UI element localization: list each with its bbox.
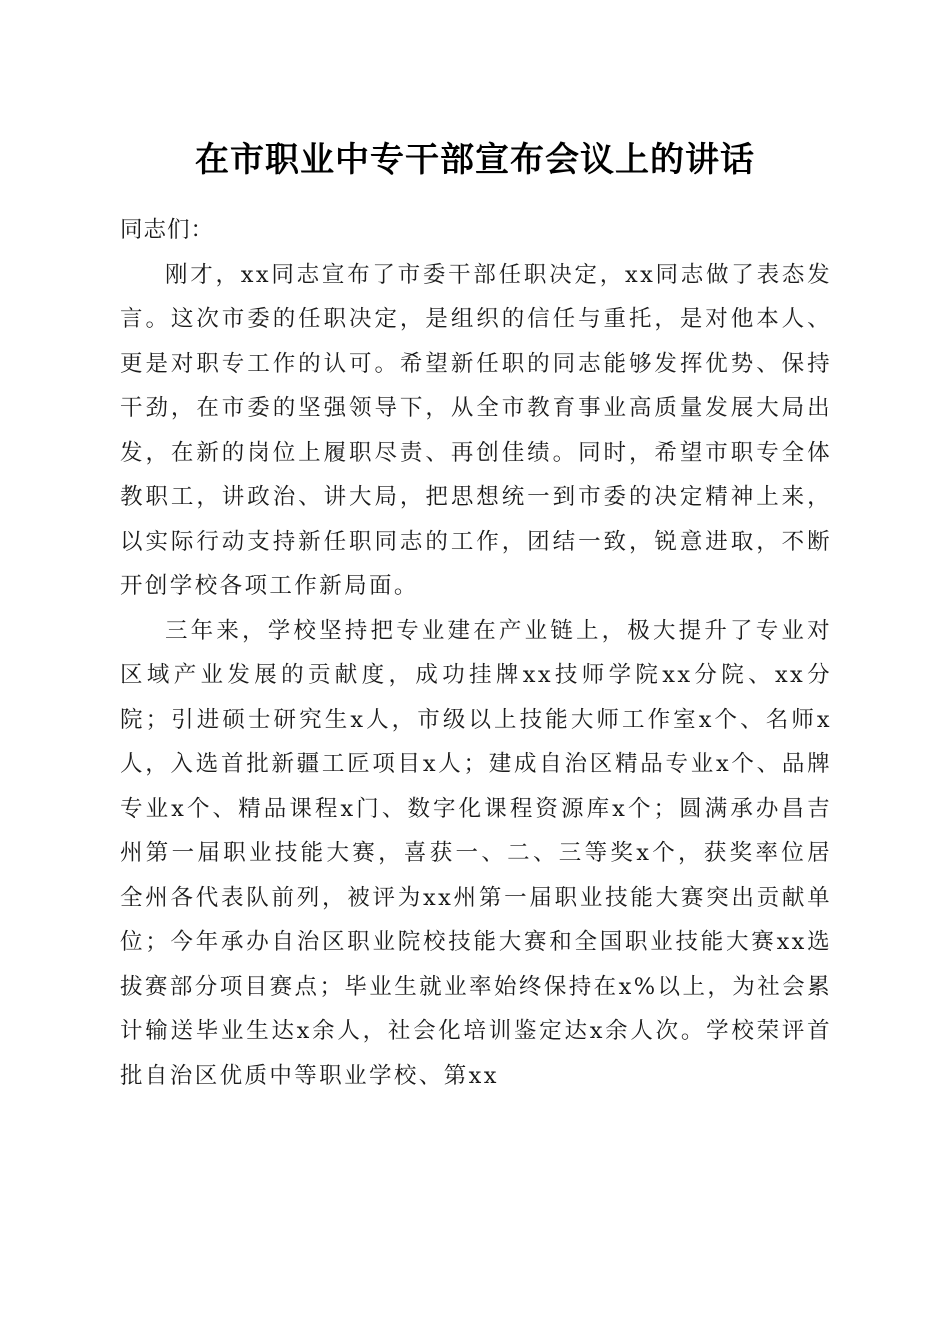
document-title: 在市职业中专干部宣布会议上的讲话 xyxy=(195,140,755,180)
paragraph-2: 三年来，学校坚持把专业建在产业链上，极大提升了专业对区域产业发展的贡献度，成功挂牌xx技师学院xx分院、xx分院；引进硕士研究生x人，市级以上技能大师工作室x个、名师x人，入选首批新疆工匠项目x人；建成自治区精品专业x个、品牌专业x个、精品课程x门、数字化课程资源库x个；圆满承办昌吉州第一届职业技能大赛，喜获一、二、三等奖x个，获奖率位居全州各代表队前列，被评为xx州第一届职业技能大赛突出贡献单位；今年承办自治区职业院校技能大赛和全国职业技能大赛xx选拔赛部分项目赛点；毕业生就业率始终保持在x%以上，为社会累计输送毕业生达x余人，社会化培训鉴定达x余人次。学校荣评首批自治区优质中等职业学校、第xx xyxy=(120,617,832,1089)
salutation: 同志们： xyxy=(120,217,215,243)
document-body xyxy=(120,208,832,1098)
paragraph-1: 刚才，xx同志宣布了市委干部任职决定，xx同志做了表态发言。这次市委的任职决定，是组织的信任与重托，是对他本人、更是对职专工作的认可。希望新任职的同志能够发挥优势、保持干劲，在市委的坚强领导下，从全市教育事业高质量发展大局出发，在新的岗位上履职尽责、再创佳绩。同时，希望市职专全体教职工，讲政治、讲大局，把思想统一到市委的决定精神上来，以实际行动支持新任职同志的工作，团结一致，锐意进取，不断开创学校各项工作新局面。 xyxy=(120,261,832,599)
